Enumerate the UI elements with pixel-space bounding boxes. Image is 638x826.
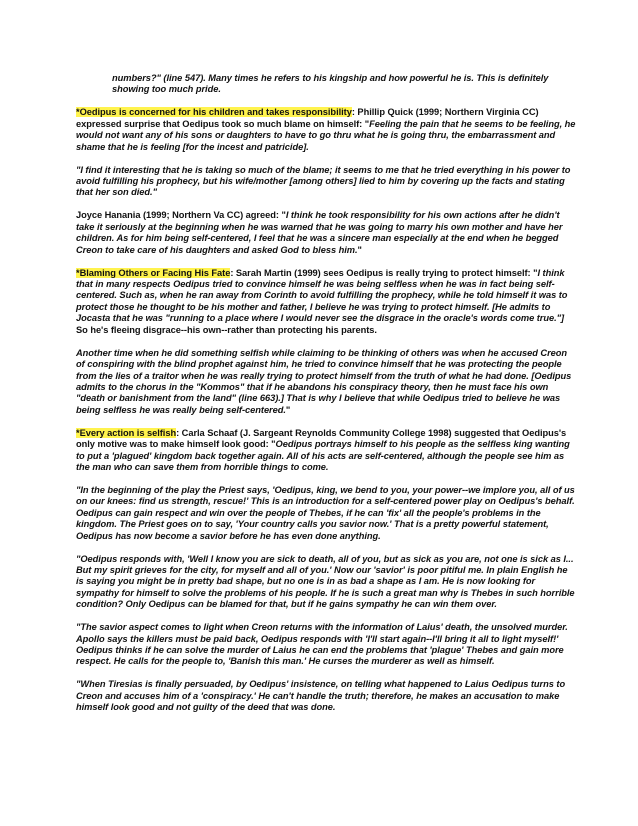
paragraph xyxy=(76,485,576,542)
highlighted-heading: *Every action is selfish xyxy=(76,427,177,438)
text-run: "When Tiresias is finally persuaded, by Oedipus' insistence, on telling what happened to Laius Oedipus turns to Creon and accuses him of a 'conspiracy.' He can't handle the truth; therefore, he makes an accusation to make himself look good and not guilty of the deed that was done. xyxy=(76,679,566,713)
text-run: : Sarah Martin (1999) sees Oedipus is really trying to protect himself: " xyxy=(230,267,538,278)
text-run: : Carla Schaaf (J. Sargeant Reynolds Community College 1998) suggested that Oedipus's only motive was to make himself look good: " xyxy=(76,427,567,450)
text-run: Another time when he did something selfish while claiming to be thinking of others was when he accused Creon of conspiring with the blind prophet against him, he tried to convince himself that he was protecting the people from the lies of a traitor when he was really trying to protect himself from the truth of what he had done. [Oedipus admits to the chorus in the "Kommos" that if he abandons his conspiracy theory, then he must face his own "death or banishment from the land" (line 663).] That is why I believe that while Oedipus tried to believe he was being selfless he was really being self-centered. xyxy=(76,347,572,415)
text-run: Joyce Hanania (1999; Northern Va CC) agreed: " xyxy=(76,210,286,221)
text-run: So he's fleeing disgrace--his own--rather than protecting his parents. xyxy=(76,324,377,335)
text-run: I think that in many respects Oedipus tried to convince himself he was being selfless when he was in fact being self-centered. Such as, when he ran away from Corinth to avoid fulfilling the prophecy, while he told himself it was to protect those he thought to be his mother and father, I believe he was trying to protect himself. [He admits to Jocasta that he was "running to a place where I would never see the disgrace in the oracle's words come true."] xyxy=(76,267,568,324)
text-run: "The savior aspect comes to light when Creon returns with the information of Laius' death, the unsolved murder. Apollo says the killers must be paid back, Oedipus responds with 'I'll start again--I'll bring it all to light myself!' Oedipus thinks if he can solve the murder of Laius he can end the problems that 'plague' Thebes and gain more respect. He calls for the people to, 'Banish this man.' He curses the murderer as well as himself. xyxy=(76,622,568,667)
text-run: "In the beginning of the play the Priest says, 'Oedipus, king, we bend to you, your power--we implore you, all of us on our knees: find us strength, rescue!' This is an introduction for a self-centered power play on Oedipus's behalf. Oedipus can gain respect and win over the people of Thebes, if he can 'fix' all the people's problems in the kingdom. The Priest goes on to say, 'Your country calls you savior now.' That is a pretty powerful statement, Oedipus has now become a savior before he has even done anything. xyxy=(76,484,575,541)
text-run: numbers?" (line 547). Many times he refers to his kingship and how powerful he is. This is definitely showing too much pride. xyxy=(112,73,549,95)
text-run: " xyxy=(285,404,291,415)
document-body xyxy=(76,73,576,714)
paragraph xyxy=(76,679,576,713)
paragraph xyxy=(76,268,576,336)
paragraph xyxy=(76,107,576,153)
text-run: Feeling the pain that he seems to be feeling, he would not want any of his sons or daughters to have to go thru what he is going thru, the embarrassment and shame that he is feeling [for the incest and patricide]. xyxy=(76,118,576,152)
text-run: : Phillip Quick (1999; Northern Virginia CC) expressed surprise that Oedipus took so much blame on himself: " xyxy=(76,107,539,129)
paragraph xyxy=(76,165,576,199)
paragraph xyxy=(76,428,576,474)
text-run: "Oedipus responds with, 'Well I know you are sick to death, all of you, but as sick as you are, not one is sick as I... But my spirit grieves for the city, for myself and all of you.' Now our 'savior' is poor pitiful me. In plain English he is saying you might be in pretty bad shape, but no one is in as bad a shape as I am. He is now looking for sympathy for himself to solve the problems of his people. If he is such a great man why is Thebes in such horrible condition? Only Oedipus can be blamed for that, but if he gains sympathy he can win them over. xyxy=(76,553,575,610)
paragraph xyxy=(76,210,576,256)
text-run: Oedipus portrays himself to his people as the selfless king wanting to put a 'plagued' kingdom back together again. All of his acts are self-centered, although the people see him as the man who can save them from horrible things to come. xyxy=(76,439,570,472)
paragraph xyxy=(76,348,576,416)
text-run: " xyxy=(357,244,362,255)
paragraph xyxy=(76,622,576,668)
text-run: I think he took responsibility for his own actions after he didn't take it seriously at the beginning when he was warned that he was going to marry his own mother and have her children. As for him being self-centered, I feel that he was a sincere man especially at the end when he begged Creon to take care of his daughters and asked God to bless him. xyxy=(76,210,563,255)
paragraph xyxy=(76,554,576,611)
text-run: "I find it interesting that he is taking so much of the blame; it seems to me that he tried everything in his power to avoid fulfilling his prophecy, but his wife/mother [among others] lied to him by covering up the facts and stating that her son died." xyxy=(76,164,571,198)
paragraph xyxy=(76,73,576,96)
highlighted-heading: *Blaming Others or Facing His Fate xyxy=(76,267,231,278)
highlighted-heading: *Oedipus is concerned for his children and takes responsibility xyxy=(76,107,352,118)
